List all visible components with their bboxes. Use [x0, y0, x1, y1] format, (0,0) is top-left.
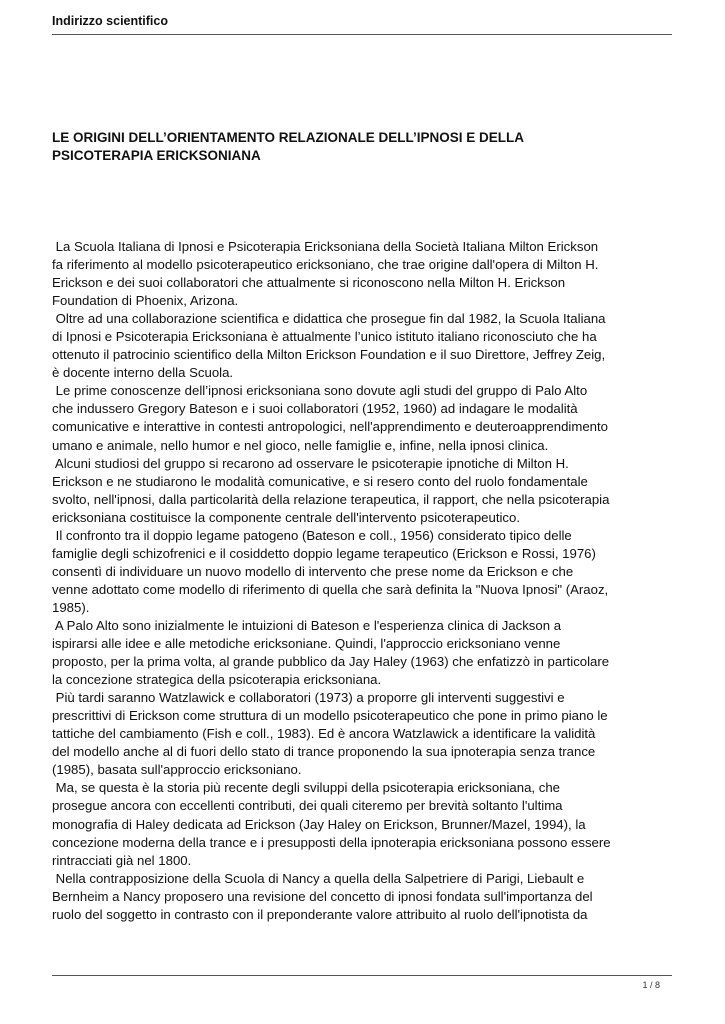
text-line: che indussero Gregory Bateson e i suoi collaboratori (1952, 1960) ad indagare le modalità: [52, 401, 578, 417]
text-line: fa riferimento al modello psicoterapeutico ericksoniano, che trae origine dall'opera di Milton H.: [52, 257, 599, 273]
text-line: Le prime conoscenze dell’ipnosi ericksoniana sono dovute agli studi del gruppo di Palo Alto: [52, 383, 588, 399]
text-line: Il confronto tra il doppio legame patogeno (Bateson e coll., 1956) considerato tipico delle: [52, 527, 572, 543]
text-line: ruolo del soggetto in contrasto con il preponderante valore attribuito al ruolo dell'ipnotista da: [52, 906, 588, 922]
text-line: Più tardi saranno Watzlawick e collaboratori (1973) a proporre gli interventi suggestivi e: [52, 690, 565, 706]
document-title: [52, 129, 672, 165]
text-line: La Scuola Italiana di Ipnosi e Psicoterapia Ericksoniana della Società Italiana Milton Erickson: [52, 239, 599, 254]
header-title: Indirizzo scientifico: [52, 14, 168, 28]
title-line: LE ORIGINI DELL’ORIENTAMENTO RELAZIONALE DELL’IPNOSI E DELLA: [52, 130, 525, 145]
text-line: Ma, se questa è la storia più recente degli sviluppi della psicoterapia ericksoniana, che: [52, 780, 561, 796]
text-line: Foundation di Phoenix, Arizona.: [52, 293, 239, 309]
text-line: rintracciati già nel 1800.: [52, 852, 192, 868]
page-footer: [52, 975, 672, 990]
text-line: ottenuto il patrocinio scientifico della Milton Erickson Foundation e il suo Direttore, Jeffrey Zeig,: [52, 347, 606, 363]
text-line: monografia di Haley dedicata ad Erickson (Jay Haley on Erickson, Brunner/Mazel, 1994), la: [52, 816, 586, 832]
text-line: Erickson e dei suoi collaboratori che attualmente si riconoscono nella Milton H. Erickson: [52, 275, 566, 291]
text-line: concezione moderna della trance e i presupposti della ipnoterapia ericksoniana possono essere: [52, 834, 611, 850]
document-body: [52, 238, 682, 924]
text-line: ispirarsi alle idee e alle metodiche ericksoniane. Quindi, l'approccio ericksoniano venne: [52, 636, 561, 652]
text-line: (1985), basata sull'approccio ericksoniano.: [52, 762, 302, 778]
text-line: prosegue ancora con eccellenti contributi, dei quali citeremo per brevità soltanto l'ultima: [52, 798, 563, 814]
text-line: tattiche del cambiamento (Fish e coll., 1983). Ed è ancora Watzlawick a identificare la validità: [52, 726, 596, 742]
text-line: di Ipnosi e Psicoterapia Ericksoniana è attualmente l’unico istituto italiano riconosciuto che ha: [52, 329, 597, 345]
text-line: 1985).: [52, 599, 90, 615]
title-line: PSICOTERAPIA ERICKSONIANA: [52, 148, 261, 163]
text-line: comunicative e interattive in contesti antropologici, nell'apprendimento e deuteroapprendimento: [52, 419, 608, 435]
text-line: svolto, nell'ipnosi, dalla particolarità della relazione terapeutica, il rapport, che nella psicoterapia: [52, 491, 610, 507]
text-line: proposto, per la prima volta, al grande pubblico da Jay Haley (1963) che enfatizzò in particolare: [52, 654, 610, 670]
text-line: A Palo Alto sono inizialmente le intuizioni di Bateson e l'esperienza clinica di Jackson a: [52, 617, 562, 633]
text-line: ericksoniana costituisce la componente centrale dell'intervento psicoterapeutico.: [52, 509, 521, 525]
text-line: venne adottato come modello di riferimento di quella che sarà definita la "Nuova Ipnosi" (Araoz,: [52, 581, 609, 597]
text-line: famiglie degli schizofrenici e il cosiddetto doppio legame terapeutico (Erickson e Rossi, 1976): [52, 545, 596, 561]
text-line: del modello anche al di fuori dello stato di trance proponendo la sua ipnoterapia senza trance: [52, 744, 596, 760]
page-header: [52, 14, 672, 35]
text-line: consentì di individuare un nuovo modello di intervento che prese nome da Erickson e che: [52, 563, 574, 579]
text-line: Alcuni studiosi del gruppo si recarono ad osservare le psicoterapie ipnotiche di Milton H.: [52, 455, 569, 471]
text-line: prescrittivi di Erickson come struttura di un modello psicoterapeutico che pone in primo piano le: [52, 708, 608, 724]
text-line: è docente interno della Scuola.: [52, 365, 234, 381]
text-line: Nella contrapposizione della Scuola di Nancy a quella della Salpetriere di Parigi, Liebault e: [52, 870, 585, 886]
text-line: la concezione strategica della psicoterapia ericksoniana.: [52, 672, 382, 688]
page-number: 1 / 8: [642, 980, 660, 990]
text-line: Oltre ad una collaborazione scientifica e didattica che prosegue fin dal 1982, la Scuola Italiana: [52, 311, 606, 327]
text-line: umano e animale, nello humor e nel gioco, nelle famiglie e, infine, nella ipnosi clinica.: [52, 437, 549, 453]
text-line: Erickson e ne studiarono le modalità comunicative, e si resero conto del ruolo fondamentale: [52, 473, 588, 489]
text-line: Bernheim a Nancy proposero una revisione del concetto di ipnosi fondata sull'importanza del: [52, 888, 593, 904]
